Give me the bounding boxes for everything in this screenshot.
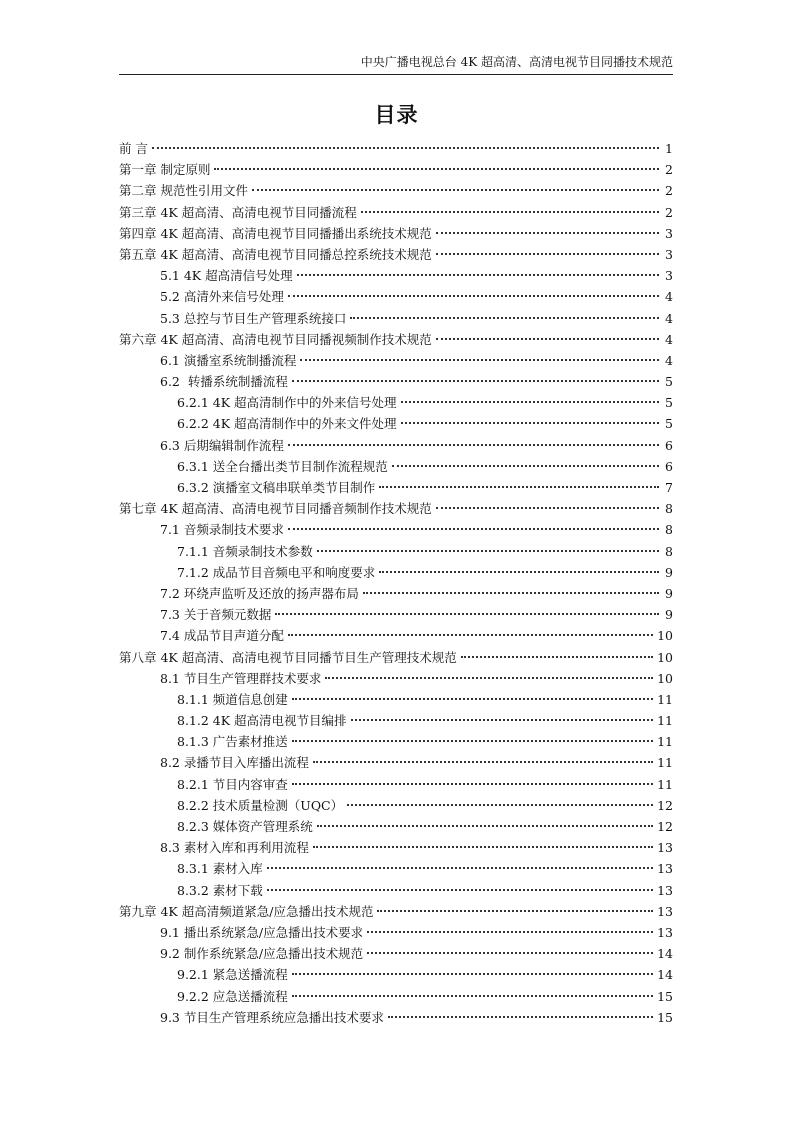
toc-entry-label: 6.2 转播系统制播流程 — [160, 374, 288, 390]
toc-entry[interactable] — [119, 731, 673, 752]
toc-dot-leader — [275, 613, 659, 615]
toc-entry[interactable] — [119, 477, 673, 498]
toc-entry-label: 6.3.2 演播室文稿串联单类节目制作 — [177, 480, 376, 495]
toc-entry[interactable] — [119, 668, 673, 689]
toc-entry-page-number: 8 — [665, 543, 673, 559]
toc-entry-page-number: 10 — [657, 670, 673, 686]
toc-dot-leader — [436, 232, 659, 234]
toc-entry-label: 第一章 制定原则 — [119, 162, 211, 178]
toc-entry-page-number: 12 — [657, 819, 673, 834]
toc-dot-leader — [361, 211, 659, 213]
toc-entry-page-number: 15 — [657, 1009, 673, 1025]
toc-entry-page-number: 14 — [657, 946, 673, 962]
toc-entry-page-number: 6 — [665, 458, 673, 474]
toc-dot-leader — [363, 592, 659, 594]
toc-entry-label: 第九章 4K 超高清频道紧急/应急播出技术规范 — [119, 903, 374, 919]
toc-dot-leader — [379, 486, 659, 488]
toc-entry[interactable] — [119, 180, 673, 201]
toc-entry-label: 8.1 节目生产管理群技术要求 — [160, 670, 322, 686]
toc-entry-page-number: 5 — [665, 416, 673, 432]
toc-dot-leader — [252, 189, 659, 191]
toc-entry[interactable] — [119, 710, 673, 731]
toc-dot-leader — [401, 422, 659, 424]
toc-entry[interactable] — [119, 795, 673, 816]
toc-entry-label: 7.2 环绕声监听及还放的扬声器布局 — [160, 585, 359, 601]
toc-entry-page-number: 11 — [657, 691, 673, 707]
toc-dot-leader — [297, 274, 659, 276]
toc-entry-label: 7.3 关于音频元数据 — [160, 607, 272, 623]
toc-entry[interactable] — [119, 456, 673, 477]
toc-entry-page-number: 4 — [665, 310, 673, 326]
toc-entry-page-number: 13 — [657, 840, 673, 856]
toc-dot-leader — [292, 973, 653, 975]
toc-entry-page-number: 1 — [665, 141, 673, 156]
toc-entry-label: 5.2 高清外来信号处理 — [160, 289, 284, 305]
toc-entry-label: 6.3.1 送全台播出类节目制作流程规范 — [177, 458, 388, 474]
toc-dot-leader — [313, 761, 653, 763]
toc-entry-label: 6.1 演播室系统制播流程 — [160, 352, 297, 368]
toc-entry-label: 6.2.2 4K 超高清制作中的外来文件处理 — [177, 416, 397, 432]
toc-entry[interactable] — [119, 774, 673, 795]
toc-entry-label: 第七章 4K 超高清、高清电视节目同播音频制作技术规范 — [119, 501, 432, 517]
toc-entry[interactable] — [119, 689, 673, 710]
toc-dot-leader — [317, 825, 653, 827]
toc-entry-page-number: 4 — [665, 331, 673, 347]
toc-entry-label: 8.3 素材入库和再利用流程 — [160, 840, 309, 856]
toc-entry-label: 8.3.2 素材下载 — [177, 882, 263, 898]
toc-dot-leader — [388, 1016, 653, 1018]
toc-entry[interactable] — [119, 329, 673, 350]
toc-entry-label: 9.3 节目生产管理系统应急播出技术要求 — [160, 1009, 384, 1025]
toc-entry[interactable] — [119, 498, 673, 519]
toc-entry[interactable] — [119, 880, 673, 901]
toc-dot-leader — [267, 889, 653, 891]
toc-entry-label: 7.1 音频录制技术要求 — [160, 522, 284, 538]
toc-entry-label: 9.2 制作系统紧急/应急播出技术规范 — [160, 946, 364, 962]
table-of-contents — [119, 138, 673, 1028]
toc-entry-label: 第八章 4K 超高清、高清电视节目同播节目生产管理技术规范 — [119, 649, 457, 665]
toc-entry[interactable] — [119, 202, 673, 223]
toc-entry[interactable] — [119, 519, 673, 540]
toc-dot-leader — [292, 740, 653, 742]
toc-entry-label: 7.4 成品节目声道分配 — [160, 628, 284, 644]
toc-dot-leader — [288, 528, 659, 530]
toc-entry-page-number: 2 — [665, 204, 673, 220]
toc-entry-page-number: 5 — [665, 374, 673, 390]
toc-entry-label: 8.3.1 素材入库 — [177, 861, 263, 877]
toc-dot-leader — [317, 550, 659, 552]
toc-entry[interactable] — [119, 350, 673, 371]
toc-entry-page-number: 8 — [665, 501, 673, 517]
toc-entry[interactable] — [119, 413, 673, 434]
toc-entry[interactable] — [119, 392, 673, 413]
toc-entry-page-number: 2 — [665, 183, 673, 199]
toc-entry[interactable] — [119, 308, 673, 329]
toc-entry[interactable] — [119, 986, 673, 1007]
toc-entry-page-number: 14 — [657, 967, 673, 983]
toc-entry-page-number: 8 — [665, 522, 673, 538]
toc-entry-label: 8.2.1 节目内容审查 — [177, 776, 288, 792]
toc-entry[interactable] — [119, 625, 673, 646]
toc-entry-page-number: 10 — [657, 649, 673, 665]
toc-entry-page-number: 9 — [665, 585, 673, 601]
toc-entry-page-number: 7 — [665, 480, 673, 495]
toc-dot-leader — [377, 910, 653, 912]
toc-entry-label: 第二章 规范性引用文件 — [119, 183, 248, 199]
toc-entry-page-number: 4 — [665, 352, 673, 368]
toc-entry-page-number: 11 — [657, 713, 673, 729]
toc-entry-page-number: 11 — [657, 755, 673, 771]
toc-entry[interactable] — [119, 223, 673, 244]
toc-entry[interactable] — [119, 138, 673, 159]
toc-entry-page-number: 10 — [657, 628, 673, 644]
toc-entry-page-number: 9 — [665, 564, 673, 580]
toc-dot-leader — [292, 380, 659, 382]
toc-dot-leader — [436, 253, 659, 255]
toc-entry-label: 9.2.2 应急送播流程 — [177, 988, 288, 1004]
toc-entry-page-number: 13 — [657, 903, 673, 919]
toc-entry-page-number: 3 — [665, 268, 673, 284]
toc-entry-label: 7.1.2 成品节目音频电平和响度要求 — [177, 564, 376, 580]
toc-dot-leader — [288, 295, 659, 297]
toc-dot-leader — [300, 359, 659, 361]
toc-entry[interactable] — [119, 371, 673, 392]
toc-dot-leader — [367, 952, 653, 954]
toc-dot-leader — [313, 846, 653, 848]
toc-entry[interactable] — [119, 647, 673, 668]
toc-entry-label: 9.2.1 紧急送播流程 — [177, 967, 288, 983]
toc-entry[interactable] — [119, 943, 673, 964]
toc-entry[interactable] — [119, 244, 673, 265]
header-text: 中央广播电视总台 4K 超高清、高清电视节目同播技术规范 — [360, 55, 673, 69]
toc-entry-label: 6.3 后期编辑制作流程 — [160, 437, 284, 453]
toc-entry-page-number: 13 — [657, 882, 673, 898]
toc-dot-leader — [436, 507, 659, 509]
toc-entry[interactable] — [119, 922, 673, 943]
toc-entry-page-number: 4 — [665, 289, 673, 305]
toc-entry-label: 8.1.3 广告素材推送 — [177, 734, 288, 750]
toc-entry-page-number: 5 — [665, 395, 673, 411]
toc-dot-leader — [292, 698, 653, 700]
toc-dot-leader — [152, 147, 659, 149]
toc-entry[interactable] — [119, 752, 673, 773]
toc-dot-leader — [350, 317, 659, 319]
toc-entry[interactable] — [119, 837, 673, 858]
toc-entry-label: 5.3 总控与节目生产管理系统接口 — [160, 310, 347, 326]
toc-entry-label: 8.1.1 频道信息创建 — [177, 691, 288, 707]
toc-entry-page-number: 13 — [657, 924, 673, 940]
toc-entry-page-number: 3 — [665, 225, 673, 241]
toc-entry[interactable] — [119, 265, 673, 286]
toc-entry-label: 8.2.3 媒体资产管理系统 — [177, 819, 313, 834]
toc-dot-leader — [292, 783, 653, 785]
toc-dot-leader — [288, 634, 653, 636]
toc-entry[interactable] — [119, 858, 673, 879]
toc-entry-label: 8.2 录播节目入库播出流程 — [160, 755, 309, 771]
toc-entry-label: 第四章 4K 超高清、高清电视节目同播播出系统技术规范 — [119, 225, 432, 241]
toc-entry-page-number: 11 — [657, 734, 673, 750]
toc-dot-leader — [392, 465, 659, 467]
toc-entry-page-number: 13 — [657, 861, 673, 877]
toc-entry[interactable] — [119, 1007, 673, 1028]
toc-dot-leader — [325, 677, 653, 679]
toc-entry-page-number: 9 — [665, 607, 673, 623]
toc-entry-label: 前 言 — [119, 141, 148, 156]
toc-entry-label: 第六章 4K 超高清、高清电视节目同播视频制作技术规范 — [119, 331, 432, 347]
toc-entry-label: 5.1 4K 超高清信号处理 — [160, 268, 293, 284]
toc-dot-leader — [288, 444, 659, 446]
toc-entry[interactable] — [119, 816, 673, 837]
toc-entry-page-number: 12 — [657, 797, 673, 813]
toc-entry[interactable] — [119, 604, 673, 625]
toc-entry-label: 7.1.1 音频录制技术参数 — [177, 543, 313, 559]
toc-entry[interactable] — [119, 435, 673, 456]
toc-dot-leader — [379, 571, 659, 573]
toc-entry[interactable] — [119, 541, 673, 562]
toc-dot-leader — [347, 804, 653, 806]
toc-dot-leader — [214, 168, 659, 170]
toc-dot-leader — [367, 931, 653, 933]
toc-entry-label: 8.1.2 4K 超高清电视节目编排 — [177, 713, 347, 729]
toc-dot-leader — [292, 995, 653, 997]
toc-entry[interactable] — [119, 562, 673, 583]
toc-entry-page-number: 6 — [665, 437, 673, 453]
toc-title: 目录 — [374, 102, 419, 127]
toc-dot-leader — [267, 867, 653, 869]
toc-entry[interactable] — [119, 901, 673, 922]
toc-dot-leader — [351, 719, 654, 721]
toc-entry[interactable] — [119, 286, 673, 307]
toc-entry[interactable] — [119, 159, 673, 180]
toc-entry-label: 第三章 4K 超高清、高清电视节目同播流程 — [119, 204, 357, 220]
toc-entry-label: 第五章 4K 超高清、高清电视节目同播总控系统技术规范 — [119, 246, 432, 262]
toc-dot-leader — [461, 656, 653, 658]
toc-entry-page-number: 15 — [657, 988, 673, 1004]
toc-entry-label: 6.2.1 4K 超高清制作中的外来信号处理 — [177, 395, 397, 411]
toc-dot-leader — [436, 338, 659, 340]
page-header — [119, 53, 673, 75]
toc-entry-label: 9.1 播出系统紧急/应急播出技术要求 — [160, 924, 364, 940]
toc-entry-label: 8.2.2 技术质量检测（UQC） — [177, 797, 344, 813]
toc-entry[interactable] — [119, 964, 673, 985]
toc-entry-page-number: 2 — [665, 162, 673, 178]
toc-dot-leader — [401, 401, 659, 403]
toc-entry[interactable] — [119, 583, 673, 604]
toc-entry-page-number: 11 — [657, 776, 673, 792]
toc-entry-page-number: 3 — [665, 246, 673, 262]
